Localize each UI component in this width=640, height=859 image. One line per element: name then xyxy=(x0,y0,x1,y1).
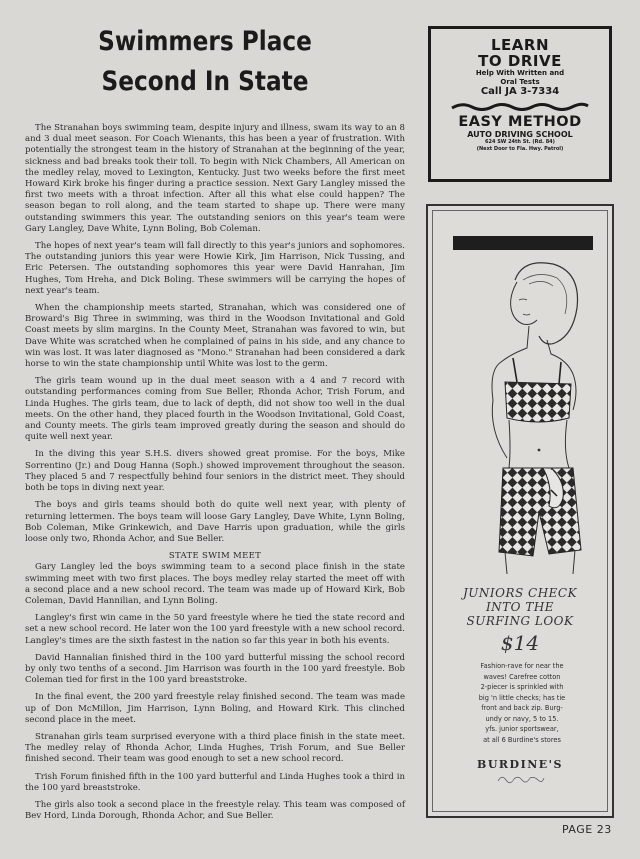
article-paragraph: The hopes of next year's team will fall directly to this year's juniors and sophomores. The outstanding juniors this year were Howie Kirk, Jim Harrison, Nick Tussing, and Eric Petersen. The outstanding sophomores this year were David Hanrahan, Jim Hughes, Tom Hreha, and Dick Boling. These swimmers will be carrying the hopes of next year's team. xyxy=(25,241,405,296)
ad-oral-tests: Oral Tests xyxy=(500,77,540,86)
article-paragraph: In the diving this year S.H.S. divers showed great promise. For the boys, Mike Sorrentino (Jr.) and Doug Hanna (Soph.) showed improvement throughout the season. They placed 5 and 7 respectfully behind four seniors in the district meet. They should both be tops in diving next year. xyxy=(25,449,405,494)
article-body xyxy=(25,123,405,828)
headline-line-1: Swimmers Place xyxy=(98,26,312,57)
ad-desc-line: big 'n little checks; has tie xyxy=(478,693,566,702)
signature-icon xyxy=(496,772,546,784)
ad-brand: EASY METHOD xyxy=(458,114,582,130)
ad-store-name: BURDINE'S xyxy=(477,758,563,771)
article-paragraph: The girls team wound up in the dual meet season with a 4 and 7 record with outstanding performances coming from Sue Beller, Rhonda Achor, Trish Forum, and Linda Hughes. The girls team, due to lack of depth, did not show too well in the dual meets. On the other hand, they placed fourth in the Woodson Invitational, Gold Coast, and County meets. The girls team improved greatly during the season and should do quite well next year. xyxy=(25,376,405,443)
article-paragraph: The Stranahan boys swimming team, despite injury and illness, swam its way to an 8 and 3 dual meet season. For Coach Wienants, this has been a year of frustration. With potentially the strongest team in the history of Stranahan at the beginning of the year, sickness and bad breaks took their toll. To begin with Nick Chambers, All American on the medley relay, moved to Lexington, Kentucky. Just two weeks before the first meet Howard Kirk broke his finger during a practice session. Next Gary Langley missed the first two meets with a throat infection. After all this what else could happen? The season began to roll along, and the team started to shape up. There were many outstanding swimmers this year. The outstanding seniors on this year's team were Gary Langley, Dave White, Lynn Boling, Bob Coleman. xyxy=(25,123,405,234)
swimsuit-illustration-icon xyxy=(453,250,593,575)
ad-desc-line: 2-piecer is sprinkled with xyxy=(480,683,564,691)
ad-caption xyxy=(438,586,602,628)
ad-desc-line: at all 6 Burdine's stores xyxy=(483,735,561,744)
meet-paragraph: Trish Forum finished fifth in the 100 yard butterful and Linda Hughes took a third in the 100 yard breaststroke. xyxy=(25,771,405,793)
meet-paragraph: Stranahan girls team surprised everyone with a third place finish in the state meet. The medley relay of Rhonda Achor, Linda Hughes, Trish Forum, and Sue Beller finished second. Their team was good enough to set a new school record. xyxy=(25,731,405,765)
ad-desc-line: waves! Carefree cotton xyxy=(483,672,561,681)
ad-price: $14 xyxy=(500,631,540,655)
ad-desc-line: undy or navy, 5 to 15. xyxy=(485,714,559,723)
ad-help-text: Help With Written and xyxy=(475,69,565,77)
headline-line-2: Second In State xyxy=(101,66,309,97)
ad-landmark: (Next Door to Fla. Hwy. Patrol) xyxy=(476,145,564,152)
article-subhead: STATE SWIM MEET xyxy=(168,551,262,562)
wave-divider-icon xyxy=(450,101,590,113)
ad-desc-line: front and back zip. Burg- xyxy=(481,704,563,712)
meet-paragraph: Gary Langley led the boys swimming team to a second place finish in the state swimming meet with two first places. The boys medley relay started the meet off with a second place and a new school record. The team was made up of Howard Kirk, Bob Coleman, David Hannilian, and Lynn Boling. xyxy=(25,562,405,606)
ad-black-banner xyxy=(453,236,593,250)
meet-paragraph: David Hannalian finished third in the 100 yard butterful missing the school record by only two tenths of a second. Jim Harrison was fourth in the 100 yard freestyle. Bob Coleman tied for first in the 100 yard breaststroke. xyxy=(25,652,405,686)
ad-desc-line: yfs. junior sportswear, xyxy=(485,725,559,733)
page-number: PAGE 23 xyxy=(562,823,612,836)
ad-learn: LEARN xyxy=(490,36,550,54)
article-paragraph: The boys and girls teams should both do quite well next year, with plenty of returning lettermen. The boys team will loose Gary Langley, Dave White, Lynn Boling, Bob Coleman, Mike Grinkewich, and Dave Harris upon graduation, while the girls loose only two, Rhonda Achor, and Sue Beller. xyxy=(25,500,405,544)
ad-caption-line: JUNIORS CHECK xyxy=(462,586,578,600)
article-paragraph: When the championship meets started, Stranahan, which was considered one of Broward's Big Three in swimming, was third in the Woodson Invitational and Gold Coast meets by slim margins. In the County Meet, Stranahan was favored to win, but Dave White was scratched when he complained of pains in his side, and any chance to win was lost. It was later diagnosed as "Mono." Stranahan had been considered a dark horse to win the state championship until White was lost to the germ. xyxy=(25,303,405,370)
ad-address: 624 SW 24th St. (Rd. 84) xyxy=(485,139,555,145)
ad-description xyxy=(460,661,584,745)
meet-paragraph: In the final event, the 200 yard freestyle relay finished second. The team was made up of Don McMillon, Jim Harrison, Lynn Boling, and Howard Kirk. This clinched second place in the meet. xyxy=(25,692,405,725)
ad-desc-line: Fashion-rave for near the xyxy=(480,662,564,670)
meet-paragraph: Langley's first win came in the 50 yard freestyle where he tied the state record and set a new school record. He later won the 100 yard freestyle with a new school record. Langley's times are the sixth fastest in the nation so far this year in both his events. xyxy=(25,613,405,646)
ad-caption-line: SURFING LOOK xyxy=(466,614,574,628)
ad-caption-line: INTO THE xyxy=(485,600,555,614)
article-headline xyxy=(80,22,329,102)
driving-school-ad xyxy=(428,26,612,182)
swimwear-ad xyxy=(426,204,614,818)
ad-to-drive: TO DRIVE xyxy=(478,52,562,70)
meet-paragraph: The girls also took a second place in the freestyle relay. This team was composed of Bev Hord, Linda Dorough, Rhonda Achor, and Sue Beller. xyxy=(25,799,405,822)
ad-phone: Call JA 3-7334 xyxy=(480,86,560,97)
ad-school-name: AUTO DRIVING SCHOOL xyxy=(467,130,573,139)
